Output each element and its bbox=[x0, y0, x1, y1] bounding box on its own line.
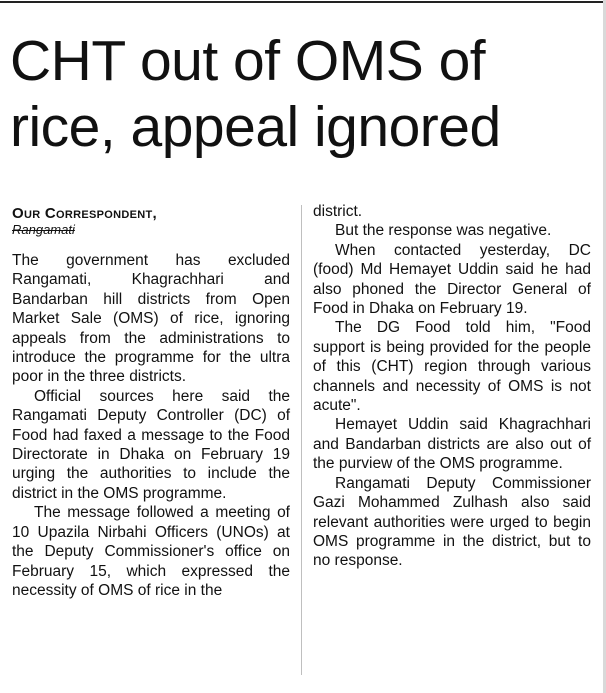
column-divider bbox=[301, 205, 302, 675]
paragraph-5: When contacted yesterday, DC (food) Md Hemayet Uddin said he had also phoned the Director General of Food in Dhaka on February 19. bbox=[313, 241, 591, 318]
article-column-left bbox=[12, 205, 290, 600]
headline: CHT out of OMS of rice, appeal ignored bbox=[10, 29, 501, 159]
paragraph-3: The message followed a meeting of 10 Upazila Nirbahi Officers (UNOs) at the Deputy Commissioner's office on February 15, which expressed the necessity of OMS of rice in the bbox=[12, 504, 290, 599]
byline-author: Our Correspondent, bbox=[12, 205, 158, 222]
paragraph-7: Hemayet Uddin said Khagrachhari and Bandarban districts are also out of the purview of the OMS programme. bbox=[313, 416, 591, 473]
paragraph-2: Official sources here said the Rangamati Deputy Controller (DC) of Food had faxed a message to the Food Directorate in Dhaka on February 19 urging the authorities to include the district in the OMS programme. bbox=[12, 387, 290, 502]
article-column-right bbox=[313, 202, 591, 571]
paragraph-1: The government has excluded Rangamati, Khagrachhari and Bandarban hill districts from Open Market Sale (OMS) of rice, ignoring appeals from the administrations to introduce the programme for the ultra poor in the three districts. bbox=[12, 252, 290, 386]
paragraph-6: The DG Food told him, "Food support is being provided for the people of this (CHT) region through various channels and necessity of OMS is not acute". bbox=[313, 319, 591, 415]
top-rule bbox=[0, 1, 606, 3]
paragraph-3-continued: district. bbox=[313, 203, 363, 220]
paragraph-4: But the response was negative. bbox=[335, 222, 552, 240]
paragraph-8: Rangamati Deputy Commissioner Gazi Mohammed Zulhash also said relevant authorities were urged to begin OMS programme in the district, but to no response. bbox=[313, 474, 591, 570]
byline-location: Rangamati bbox=[12, 222, 75, 237]
